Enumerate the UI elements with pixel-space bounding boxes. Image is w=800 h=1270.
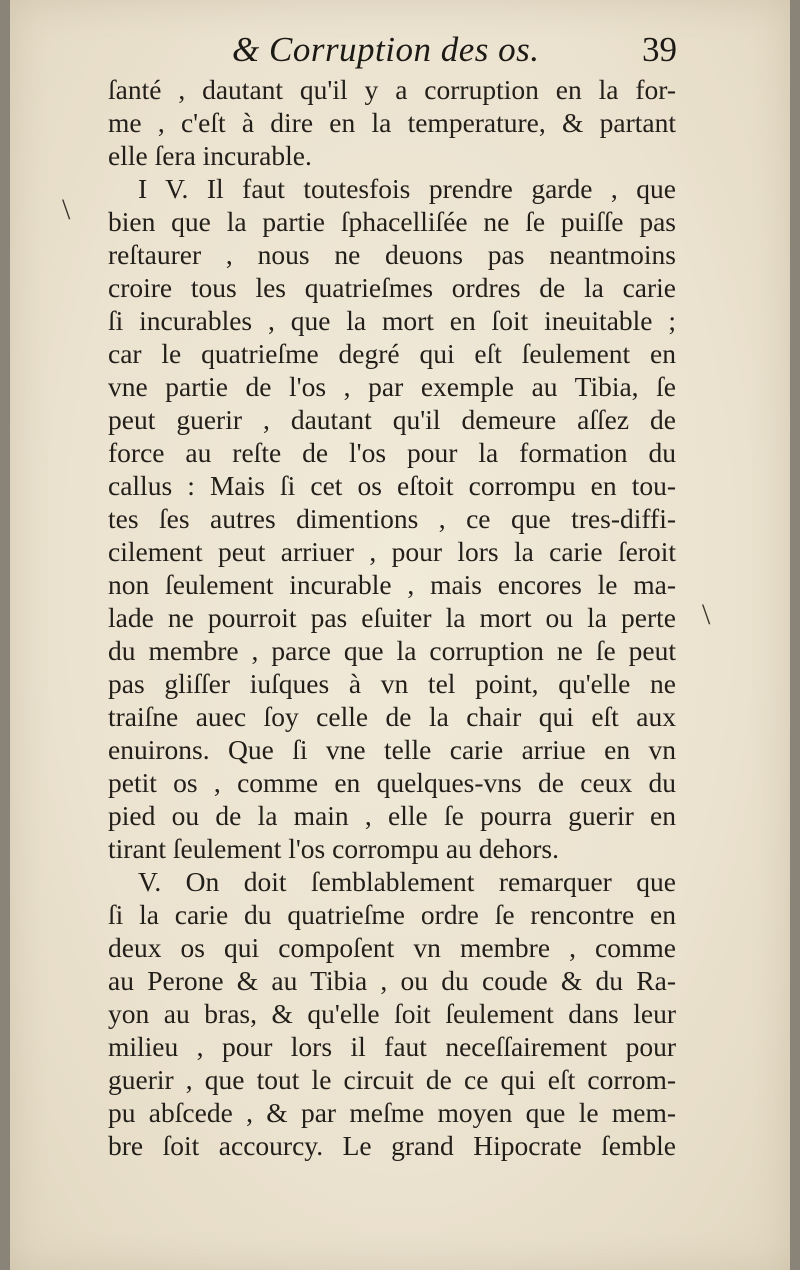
text-line: tes ſes autres dimentions , ce que tres-diffi- xyxy=(108,503,676,534)
text-line: lade ne pourroit pas eſuiter la mort ou la perte xyxy=(108,602,676,633)
page-number: 39 xyxy=(642,30,677,69)
text-line: pas gliſſer iuſques à vn tel point, qu'elle ne xyxy=(108,668,676,699)
margin-mark: \ xyxy=(62,193,71,226)
text-line: ſi incurables , que la mort en ſoit ineuitable ; xyxy=(108,305,676,336)
text-line: pied ou de la main , elle ſe pourra guerir en xyxy=(108,800,676,831)
text-line: traiſne auec ſoy celle de la chair qui eſt aux xyxy=(108,701,676,732)
text-line: milieu , pour lors il faut neceſſairement pour xyxy=(108,1031,676,1062)
text-line: tirant ſeulement l'os corrompu au dehors. xyxy=(108,833,559,864)
book-page xyxy=(10,0,790,1270)
text-line: enuirons. Que ſi vne telle carie arriue en vn xyxy=(108,734,676,765)
text-line: petit os , comme en quelques-vns de ceux du xyxy=(108,767,676,798)
running-title: & Corruption des os. xyxy=(232,30,540,69)
text-line: croire tous les quatrieſmes ordres de la carie xyxy=(108,272,676,303)
text-line: peut guerir , dautant qu'il demeure aſſez de xyxy=(108,404,676,435)
text-line: ſanté , dautant qu'il y a corruption en la for- xyxy=(108,74,676,105)
text-line: reſtaurer , nous ne deuons pas neantmoins xyxy=(108,239,676,270)
paragraph-heading-line: V. On doit ſemblablement remarquer que xyxy=(138,866,676,897)
text-line: me , c'eſt à dire en la temperature, & partant xyxy=(108,107,676,138)
paragraph-heading-line: I V. Il faut toutesfois prendre garde , que xyxy=(138,173,676,204)
text-line: elle ſera incurable. xyxy=(108,140,312,171)
text-line: callus : Mais ſi cet os eſtoit corrompu en tou- xyxy=(108,470,676,501)
text-line: pu abſcede , & par meſme moyen que le mem- xyxy=(108,1097,676,1128)
text-line: ſi la carie du quatrieſme ordre ſe rencontre en xyxy=(108,899,676,930)
text-line: non ſeulement incurable , mais encores le ma- xyxy=(108,569,676,600)
text-line: du membre , parce que la corruption ne ſe peut xyxy=(108,635,676,666)
text-line: bre ſoit accourcy. Le grand Hipocrate ſemble xyxy=(108,1130,676,1161)
text-line: car le quatrieſme degré qui eſt ſeulement en xyxy=(108,338,676,369)
text-line: bien que la partie ſphacelliſée ne ſe puiſſe pas xyxy=(108,206,676,237)
text-line: deux os qui compoſent vn membre , comme xyxy=(108,932,676,963)
margin-mark: \ xyxy=(702,598,711,631)
text-line: guerir , que tout le circuit de ce qui eſt corrom- xyxy=(108,1064,676,1095)
text-line: yon au bras, & qu'elle ſoit ſeulement dans leur xyxy=(108,998,676,1029)
text-line: au Perone & au Tibia , ou du coude & du Ra- xyxy=(108,965,676,996)
text-line: cilement peut arriuer , pour lors la carie ſeroit xyxy=(108,536,676,567)
text-line: vne partie de l'os , par exemple au Tibia, ſe xyxy=(108,371,676,402)
text-line: force au reſte de l'os pour la formation du xyxy=(108,437,676,468)
